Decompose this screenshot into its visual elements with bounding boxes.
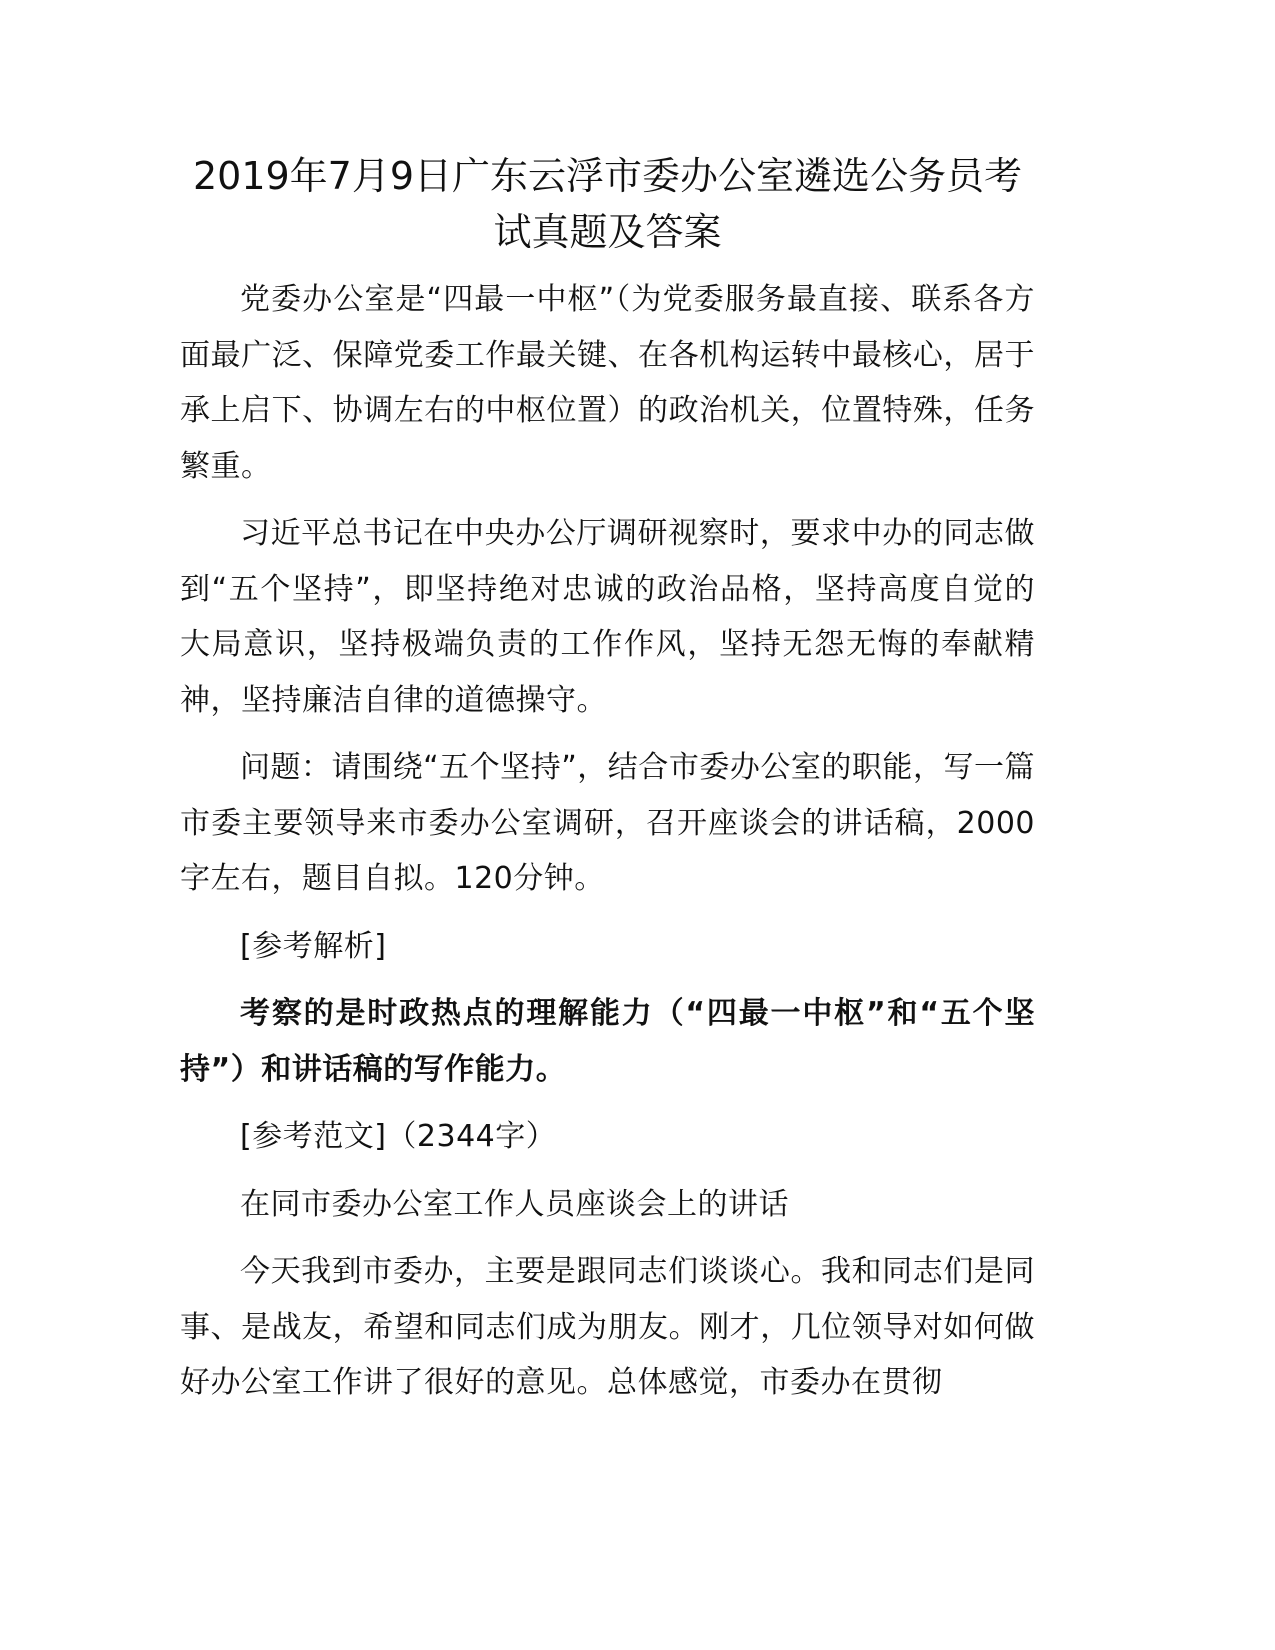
document-page [180, 148, 1035, 1423]
speech-opening-paragraph: 今天我到市委办，主要是跟同志们谈谈心。我和同志们是同事、是战友，希望和同志们成为朋友。刚才，几位领导对如何做好办公室工作讲了很好的意见。总体感觉，市委办在贯彻 [180, 1254, 1035, 1400]
paragraph-five-persistences: 习近平总书记在中央办公厅调研视察时，要求中办的同志做到“五个坚持”，即坚持绝对忠诚的政治品格，坚持高度自觉的大局意识，坚持极端负责的工作作风，坚持无怨无悔的奉献精神，坚持廉洁自律的道德操守。 [180, 516, 1035, 718]
speech-title: 在同市委办公室工作人员座谈会上的讲话 [240, 1186, 789, 1222]
reference-analysis-heading: [参考解析] [240, 928, 387, 964]
paragraph-intro: 党委办公室是“四最一中枢”（为党委服务最直接、联系各方面最广泛、保障党委工作最关键、在各机构运转中最核心，居于承上启下、协调左右的中枢位置）的政治机关，位置特殊，任务繁重。 [180, 282, 1035, 484]
document-title: 2019年7月9日广东云浮市委办公室遴选公务员考试真题及答案 [192, 154, 1023, 254]
paragraph-question: 问题：请围绕“五个坚持”，结合市委办公室的职能，写一篇市委主要领导来市委办公室调研，召开座谈会的讲话稿，2000字左右，题目自拟。120分钟。 [180, 750, 1035, 896]
reference-essay-heading: [参考范文]（2344字） [240, 1119, 557, 1154]
reference-analysis-text: 考察的是时政热点的理解能力（“四最一中枢”和“五个坚持”）和讲话稿的写作能力。 [180, 996, 1035, 1087]
